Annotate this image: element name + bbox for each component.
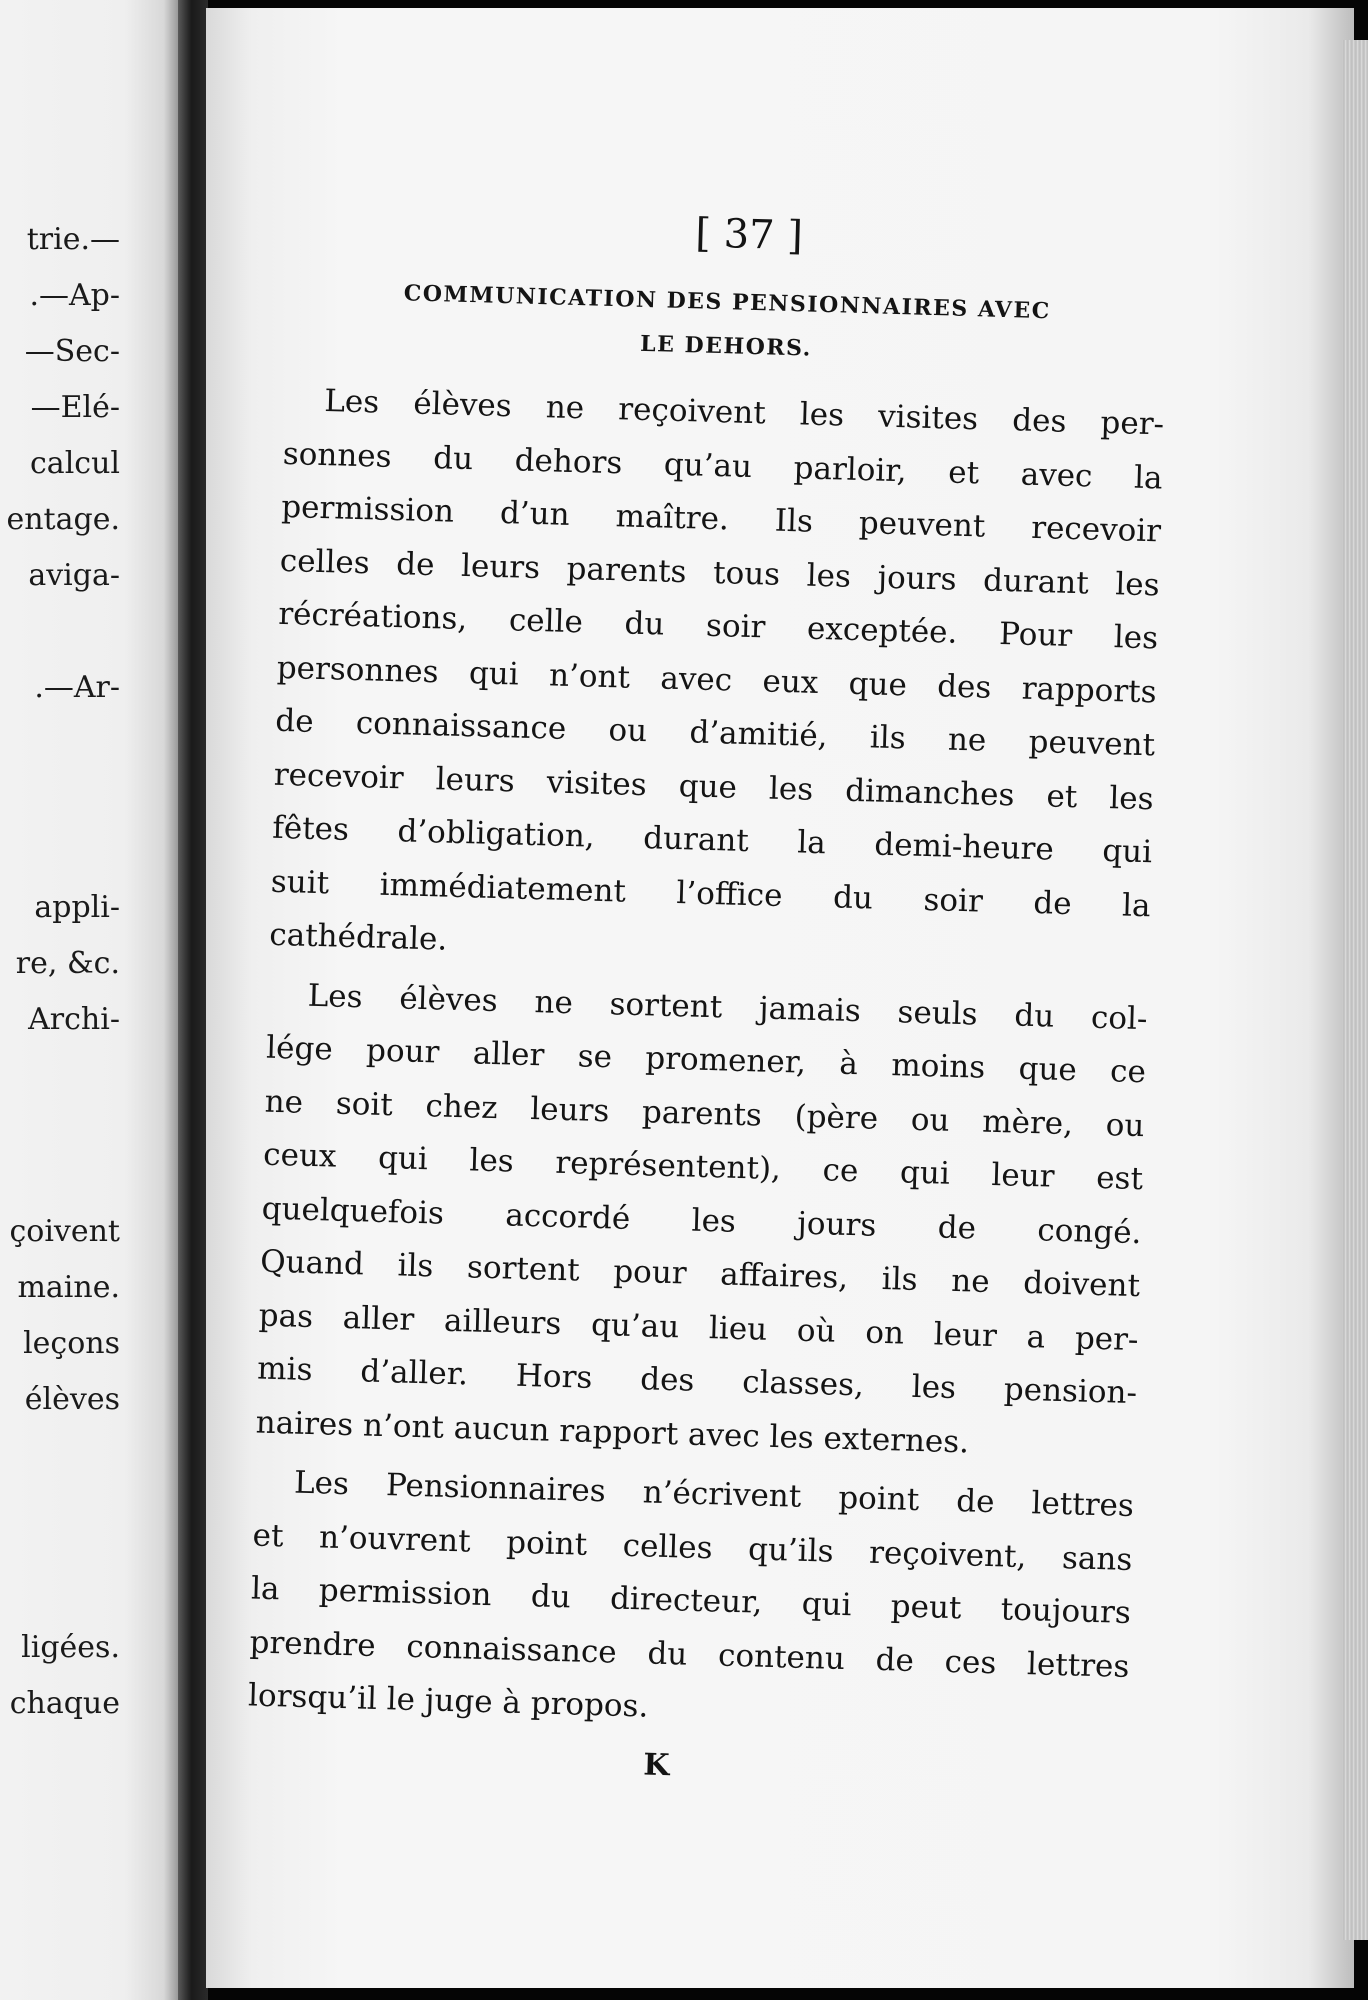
text-line: prendre connaissance du contenu de ces lettres <box>249 1623 1130 1685</box>
text-line: Les élèves ne reçoivent les visites des per- <box>323 383 1165 443</box>
text-line: récréations, celle du soir exceptée. Pour les <box>277 595 1159 657</box>
text-line: Quand ils sortent pour affaires, ils ne doivent <box>259 1243 1141 1305</box>
left-page-fragment: ligées. <box>21 1630 120 1665</box>
text-line: permission d’un maître. Ils peuvent recevoir <box>280 488 1162 550</box>
right-page <box>206 8 1354 1988</box>
left-page-fragment: maine. <box>17 1270 120 1305</box>
text-line: sonnes du dehors qu’au parloir, et avec la <box>282 435 1164 496</box>
page-number: [ 37 ] <box>694 210 804 260</box>
body-paragraph <box>255 968 1148 1474</box>
text-line: pas aller ailleurs qu’au lieu où on leur a per- <box>258 1297 1139 1358</box>
text-line: lorsqu’il le juge à propos. <box>247 1677 649 1725</box>
left-page-fragment: appli- <box>34 890 120 925</box>
text-line: Les Pensionnaires n’écrivent point de lettres <box>293 1464 1135 1525</box>
text-line: naires n’ont aucun rapport avec les externes. <box>255 1404 970 1460</box>
section-title-line-2: LE DEHORS. <box>639 330 813 362</box>
left-page-fragment: —Elé- <box>30 390 120 425</box>
left-page-fragment: leçons <box>23 1326 120 1361</box>
text-line: Les élèves ne sortent jamais seuls du col- <box>307 977 1148 1037</box>
left-page-fragment: aviga- <box>28 558 120 593</box>
signature-mark: K <box>642 1746 670 1783</box>
text-line: fêtes d’obligation, durant la demi-heure qui <box>271 809 1153 871</box>
text-line: personnes qui n’ont avec eux que des rapports <box>276 649 1158 710</box>
left-page-fragment: calcul <box>30 446 120 481</box>
text-line: et n’ouvrent point celles qu’ils reçoivent, sans <box>252 1516 1133 1578</box>
text-line: lége pour aller se promener, à moins que ce <box>265 1029 1147 1091</box>
text-line: cathédrale. <box>268 916 448 958</box>
body-paragraphs <box>247 374 1164 1748</box>
text-line: ceux qui les représentent), ce qui leur est <box>262 1136 1144 1198</box>
text-line: suit immédiatement l’office du soir de la <box>270 863 1152 924</box>
page-text-block <box>246 198 1170 1803</box>
text-line: de connaissance ou d’amitié, ils ne peuvent <box>274 702 1156 764</box>
text-line: quelquefois accordé les jours de congé. <box>261 1190 1142 1251</box>
left-page-fragment: .—Ar- <box>34 670 120 705</box>
left-page-fragment: —Sec- <box>24 334 120 369</box>
body-paragraph <box>269 374 1165 987</box>
book-gutter <box>178 0 208 2000</box>
left-page-fragment: re, &c. <box>15 946 120 981</box>
left-page-fragment: élèves <box>24 1382 120 1417</box>
text-line: celles de leurs parents tous les jours durant les <box>279 542 1161 603</box>
left-page-fragment: entage. <box>6 502 120 537</box>
left-page-fragment: Archi- <box>28 1002 120 1037</box>
text-line: mis d’aller. Hors des classes, les pension- <box>256 1350 1138 1412</box>
text-line: la permission du directeur, qui peut toujours <box>250 1570 1132 1632</box>
page-edges <box>1342 40 1368 1940</box>
body-paragraph <box>247 1456 1134 1748</box>
section-title <box>286 268 1168 381</box>
text-line: recevoir leurs visites que les dimanches et les <box>273 756 1155 817</box>
left-page <box>0 0 178 2000</box>
left-page-fragment: .—Ap- <box>29 278 120 313</box>
left-page-fragment: çoivent <box>9 1214 120 1249</box>
left-page-fragment: chaque <box>9 1686 120 1721</box>
text-line: ne soit chez leurs parents (père ou mère, ou <box>264 1083 1145 1144</box>
left-page-fragment: trie.— <box>26 222 120 257</box>
section-title-line-1: COMMUNICATION DES PENSIONNAIRES AVEC <box>403 280 1052 325</box>
